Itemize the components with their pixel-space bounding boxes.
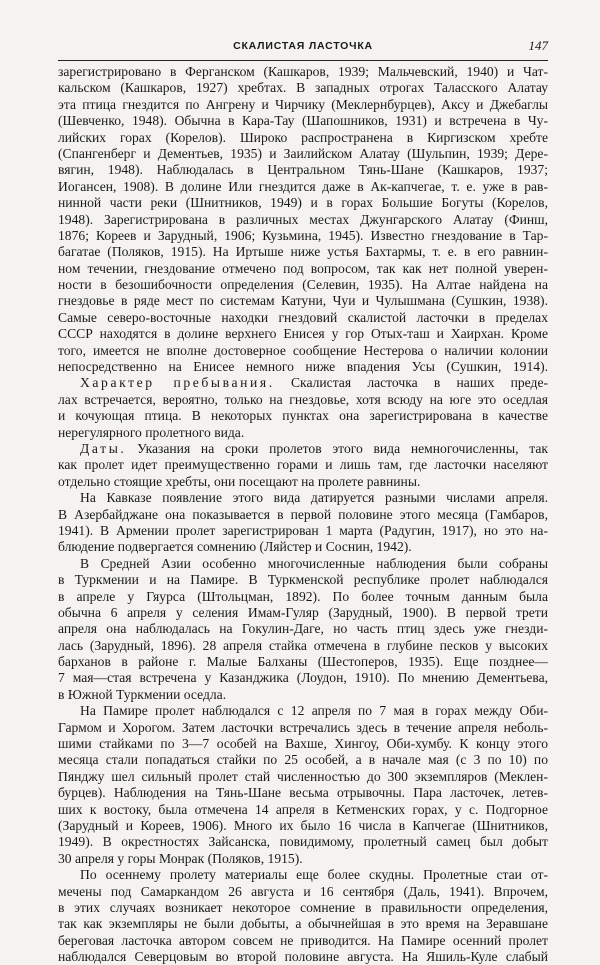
text-line: береговая ласточка автором совсем не приводится. На Памире осенний пролет bbox=[58, 932, 548, 948]
text-line: непосредственно на Енисее немного ниже впадения Усы (Сушкин, 1914). bbox=[58, 359, 548, 375]
text-line: 1876; Кореев и Зарудный, 1906; Кузьмина, 1945). Известно гнездование в Тар- bbox=[58, 227, 548, 243]
text-line: кальском (Кашкаров, 1927) хребтах. В западных отрогах Таласского Алатау bbox=[58, 80, 548, 96]
text-line: нинной части реки (Шнитников, 1949) и в горах Большие Богуты (Корелов, bbox=[58, 195, 548, 211]
text-line: в Туркмении и на Памире. В Туркменской республике пролет наблюдался bbox=[58, 572, 548, 588]
text-line: 30 апреля у горы Монрак (Поляков, 1915). bbox=[58, 850, 303, 866]
text-line: как пролет идет преимущественно горами и лишь там, где ласточки населяют bbox=[58, 457, 548, 473]
text-line: В Азербайджане она показывается в первой половине этого месяца (Гамбаров, bbox=[58, 506, 548, 522]
text-line: зарегистрировано в Ферганском (Кашкаров, 1939; Мальчевский, 1940) и Чат- bbox=[58, 64, 548, 79]
section-heading: Характер пребывания. bbox=[80, 375, 275, 391]
text-line: В Средней Азии особенно многочисленные наблюдения были собраны bbox=[80, 555, 548, 571]
text-line: того, имеется не вполне достоверное сообщение Нестерова о наличии колонии bbox=[58, 342, 548, 358]
text-line: Характер пребывания. Скалистая ласточка в наших преде- bbox=[80, 375, 548, 391]
text-line: месяца стали попадаться стайки по 25 особей, а в начале мая (с 3 по 10) по bbox=[58, 752, 548, 768]
text-line: багатае (Поляков, 1915). На Иртыше ниже устья Бахтармы, т. е. в его равнин- bbox=[58, 244, 548, 260]
page-number: 147 bbox=[528, 38, 548, 53]
text-line: апреля она наблюдалась на Гокулин-Даге, но часть птиц здесь уже гнезди- bbox=[58, 621, 548, 637]
text-line: 7 мая—стая встречена у Казанджика (Лоудон, 1910). По мнению Дементьева, bbox=[58, 670, 548, 686]
text-line: (Зарудный и Кореев, 1906). Много их было 16 числа в Капчегае (Шнитников, bbox=[58, 817, 548, 833]
body-text bbox=[58, 64, 548, 965]
page-header bbox=[58, 38, 548, 60]
text-line: бурцев). Наблюдения на Тянь-Шане весьма отрывочны. Пара ласточек, летев- bbox=[58, 785, 548, 801]
text-line: 1948). Зарегистрирована в различных местах Джунгарского Алатау (Финш, bbox=[58, 211, 548, 227]
text-line: По осеннему пролету материалы еще более скудны. Пролетные стаи от- bbox=[80, 867, 548, 883]
text-line: мечены под Самаркандом 26 августа и 16 сентября (Даль, 1941). Впрочем, bbox=[58, 883, 548, 899]
text-line: Гармом и Хорогом. Затем ласточки встречались здесь в течение апреля неболь- bbox=[58, 719, 548, 735]
text-line: вягин, 1948). Наблюдалась в Центральном Тянь-Шане (Кашкаров, 1937; bbox=[58, 162, 548, 178]
text-line: На Кавказе появление этого вида датируется разными числами апреля. bbox=[80, 490, 548, 506]
text-line: блюдение подвергается сомнению (Ляйстер и Соснин, 1942). bbox=[58, 539, 412, 555]
text-line: в этих случаях возникает некоторое сомнение в правильности определения, bbox=[58, 899, 548, 915]
running-title: СКАЛИСТАЯ ЛАСТОЧКА bbox=[233, 40, 373, 52]
text-line: и кочующая птица. В некоторых пунктах она зарегистрирована в качестве bbox=[58, 408, 548, 424]
text-line: гнездовье в ряде мест по системам Катуни, Чуи и Чулышмана (Сушкин, 1938). bbox=[58, 293, 548, 309]
text-line: Самые северо-восточные находки гнездовий скалистой ласточки в пределах bbox=[58, 309, 548, 325]
header-rule bbox=[58, 60, 548, 61]
text-line: шими стайками по 3—7 особей на Вахше, Хингоу, Оби-хумбу. К концу этого bbox=[58, 736, 548, 752]
text-line: в апреле у Гяурса (Штольцман, 1892). По более точным данным была bbox=[58, 588, 548, 604]
text-line: наблюдался Северцовым во второй половине августа. На Яшиль-Куле слабый bbox=[58, 949, 548, 965]
text-line: эта птица гнездится по Ангрену и Чирчику (Меклернбурцев), Аксу и Джебаглы bbox=[58, 96, 548, 112]
text-line: в Южной Туркмении оседла. bbox=[58, 686, 227, 702]
text-line: так как экземпляры не были добыты, а обычнейшая в это время на Зеравшане bbox=[58, 916, 548, 932]
text-line: 1949). В окрестностях Зайсанска, повидимому, пролетный самец был добыт bbox=[58, 834, 548, 850]
text-line: Иогансен, 1908). В долине Или гнездится даже в Ак-капчегае, т. е. уже в рав- bbox=[58, 178, 548, 194]
text-line: Даты. Указания на сроки пролетов этого вида немногочисленны, так bbox=[80, 440, 548, 456]
text-line: лийских горах (Корелов). Широко распространена в Киргизском хребте bbox=[58, 129, 548, 145]
text-line: нерегулярного пролетного вида. bbox=[58, 424, 245, 440]
text-line: 1941). В Армении пролет зарегистрирован 1 марта (Радугин, 1917), но это на- bbox=[58, 522, 548, 538]
text-line: лах встречается, вероятно, только на гнездовье, хотя всюду на юге это оседлая bbox=[58, 391, 548, 407]
text-line: На Памире пролет наблюдался с 12 апреля по 7 мая в горах между Оби- bbox=[80, 703, 548, 719]
text-line: Пянджу шел сильный пролет стай численностью до 300 экземпляров (Меклен- bbox=[58, 768, 548, 784]
section-heading: Даты. bbox=[80, 440, 127, 456]
text-line: барханов в районе г. Малые Балханы (Шестоперов, 1935). Еще позднее— bbox=[58, 654, 548, 670]
text-line: лась (Зарудный, 1896). 28 апреля стайка отмечена в глубине песков у высоких bbox=[58, 637, 548, 653]
text-line: (Шевченко, 1948). Обычна в Кара-Тау (Шапошников, 1931) и встречена в Чу- bbox=[58, 113, 548, 129]
text-line: отдельно стоящие хребты, они посещают на пролете равнины. bbox=[58, 473, 421, 489]
text-line: (Спангенберг и Дементьев, 1935) и Заилийском Алатау (Шульпин, 1939; Дере- bbox=[58, 145, 548, 161]
text-line: ном течении, гнездование отмечено под вопросом, так как нет полной уверен- bbox=[58, 260, 548, 276]
text-line: ности в безошибочности определения (Селевин, 1935). На Алтае найдена на bbox=[58, 277, 548, 293]
text-line: СССР находятся в долине верхнего Енисея у гор Отых-таш и Хаирхан. Кроме bbox=[58, 326, 548, 342]
text-line: обычна 6 апреля у селения Имам-Гуляр (Зарудный, 1900). В первой трети bbox=[58, 604, 548, 620]
text-line: ших к востоку, была отмечена 14 апреля в Кетменских горах, у с. Подгорное bbox=[58, 801, 548, 817]
